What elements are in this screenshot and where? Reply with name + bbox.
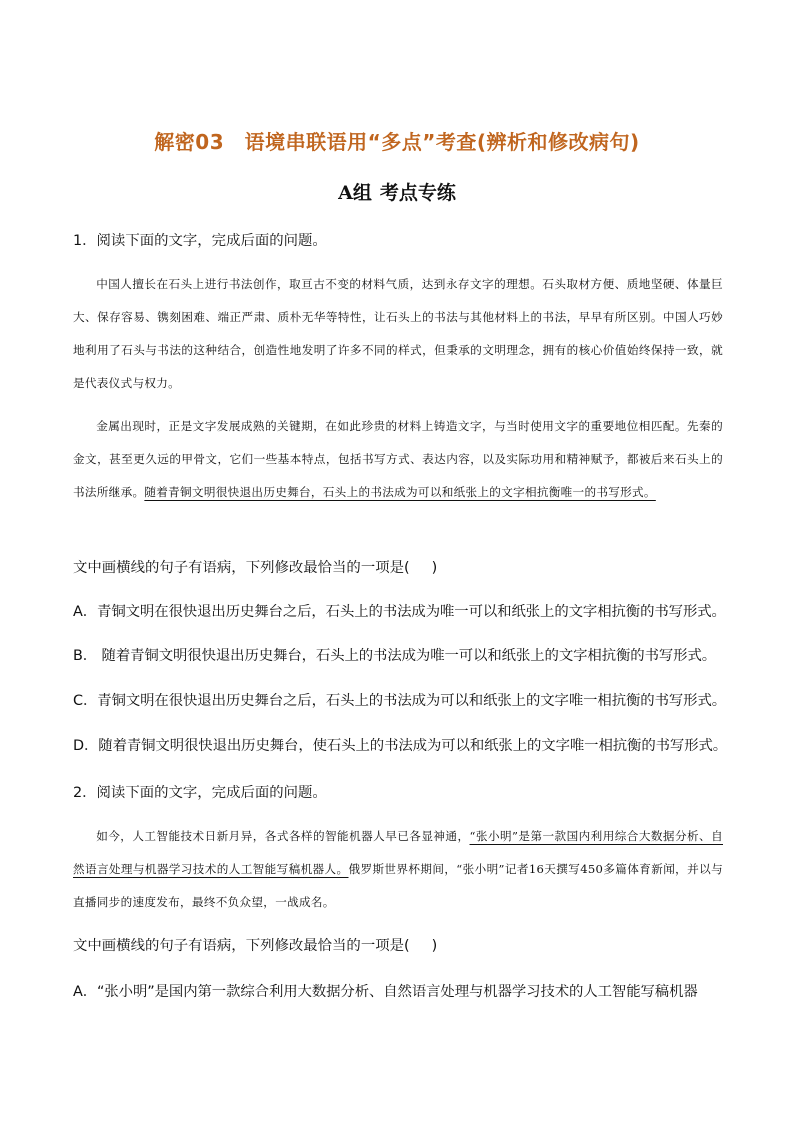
stem-text: 文中画横线的句子有语病，下列修改最恰当的一项是(: [73, 938, 410, 954]
group-label: A组: [338, 182, 372, 204]
question-2-stem: [73, 936, 723, 956]
page-title: 解密03 语境串联语用“多点”考查(辨析和修改病句): [154, 130, 640, 154]
passage-text: 如今，人工智能技术日新月异，各式各样的智能机器人早已各显神通，: [96, 829, 470, 843]
question-1-passage-paragraph-2: [73, 410, 723, 509]
question-1-option-a: A．青铜文明在很快退出历史舞台之后，石头上的书法成为唯一可以和纸张上的文字相抗衡的书写形式。: [73, 604, 726, 620]
group-subtitle: 考点专练: [379, 182, 456, 204]
question-1-prompt: 1．阅读下面的文字，完成后面的问题。: [73, 233, 327, 249]
passage-text: 金属出现时，正是文字发展成熟的关键期，在如此珍贵的材料上铸造文字，与当时使用文字的重要地位相匹配。先秦的金文，甚至更久远的甲骨文，它们一些基本特点，包括书写方式、表达内容，以及实际功用和精神赋予，都被后来石头上的书法所继承。: [73, 419, 723, 499]
stem-text: 文中画横线的句子有语病，下列修改最恰当的一项是(: [73, 560, 410, 576]
stem-close-paren: ): [431, 938, 438, 954]
question-1-option-b: B． 随着青铜文明很快退出历史舞台，石头上的书法成为唯一可以和纸张上的文字相抗衡的书写形式。: [73, 648, 717, 664]
passage-text: 俄罗斯世界杯期间，“张小明”记者16天撰写450多篇体育新闻，并以与直播同步的速度发布，最终不负众望，一战成名。: [73, 862, 723, 909]
underlined-sentence: “张小明”是第一款国内利用综合大数据分析、自然语言处理与机器学习技术的人工智能写稿机器人。: [73, 829, 723, 876]
underlined-sentence: 随着青铜文明很快退出历史舞台，石头上的书法成为可以和纸张上的文字相抗衡唯一的书写形式。: [144, 485, 656, 499]
question-1-passage-paragraph-1: 中国人擅长在石头上进行书法创作，取亘古不变的材料气质，达到永存文字的理想。石头取材方便、质地坚硬、体量巨大、保存容易、镌刻困难、端正严肃、质朴无华等特性，让石头上的书法与其他材料上的书法，早早有所区别。中国人巧妙地利用了石头与书法的这种结合，创造性地发明了许多不同的样式，但秉承的文明理念，拥有的核心价值始终保持一致，就是代表仪式与权力。: [73, 277, 723, 390]
question-2-option-a: A．“张小明”是国内第一款综合利用大数据分析、自然语言处理与机器学习技术的人工智能写稿机器: [73, 984, 698, 1000]
question-1-option-d: D．随着青铜文明很快退出历史舞台，使石头上的书法成为可以和纸张上的文字唯一相抗衡的书写形式。: [73, 738, 728, 754]
stem-close-paren: ): [431, 560, 438, 576]
question-1-option-c: C．青铜文明在很快退出历史舞台之后，石头上的书法成为可以和纸张上的文字唯一相抗衡的书写形式。: [73, 693, 727, 709]
section-subtitle: [0, 178, 794, 205]
question-2-passage: [73, 820, 723, 919]
question-1-stem: [73, 558, 723, 578]
question-2-prompt: 2．阅读下面的文字，完成后面的问题。: [73, 785, 327, 801]
